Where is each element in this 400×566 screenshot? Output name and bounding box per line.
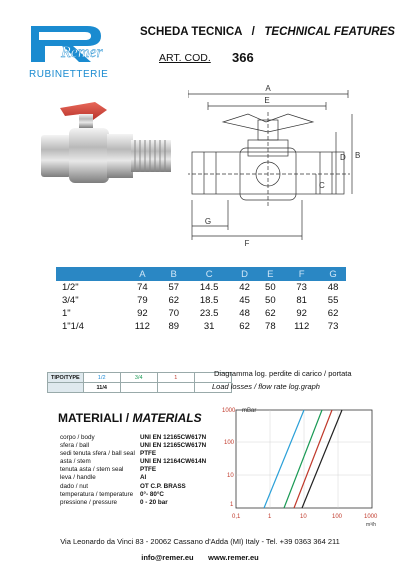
y-tick: 10 (227, 473, 234, 479)
table-cell: 31 (203, 321, 215, 332)
table-cell: 50 (265, 295, 276, 306)
table-cell: 81 (296, 295, 307, 306)
dim-label-f: F (244, 239, 250, 248)
dim-label-d: D (340, 153, 346, 162)
diagram-title-it: Diagramma log. perdite di carico / portata (214, 369, 352, 378)
x-tick: 1 (268, 514, 272, 520)
y-tick: 1000 (222, 408, 236, 414)
material-part: tenuta asta / stem seal (60, 466, 124, 474)
material-value: UNI EN 12165CW617N (140, 434, 207, 441)
table-cell: 18.5 (199, 295, 219, 306)
table-cell: 48 (239, 308, 250, 319)
table-cell: 1"1/4 (62, 321, 84, 332)
material-value: UNI EN 12165CW617N (140, 442, 207, 450)
type-cell: 11/4 (83, 383, 120, 393)
table-cell: 62 (327, 308, 339, 319)
x-unit: m³/h (366, 522, 376, 528)
table-cell: 62 (239, 321, 250, 332)
materials-title-en: MATERIALS (132, 411, 202, 425)
y-tick: 1 (230, 502, 234, 508)
logo-sub: RUBINETTERIE (29, 69, 109, 80)
title-it: SCHEDA TECNICA (140, 26, 243, 38)
dim-label-c: C (319, 181, 325, 190)
table-row (60, 491, 206, 499)
footer-email[interactable]: info@remer.eu (141, 553, 194, 562)
table-cell: 48 (327, 282, 339, 293)
table-row (60, 483, 206, 491)
material-part: temperatura / temperature (60, 490, 134, 498)
table-cell: 78 (265, 321, 276, 332)
materials-separator: / (125, 411, 130, 425)
table-row (60, 434, 206, 442)
table-row (48, 373, 232, 383)
table-cell: 92 (296, 308, 307, 319)
material-part: sfera / ball (60, 442, 90, 450)
material-value: 0°- 80°C (140, 490, 164, 498)
table-row (60, 458, 206, 466)
art-code-number: 366 (232, 50, 254, 65)
type-size: 1 (157, 373, 194, 383)
title-separator: / (251, 26, 255, 38)
page-title (140, 26, 395, 38)
x-tick: 1000 (364, 514, 378, 520)
table-cell: 23.5 (199, 308, 219, 319)
material-value: 0 - 20 bar (140, 498, 168, 506)
material-part: sedi tenuta sfera / ball seal (60, 450, 135, 458)
y-unit: mBar (242, 408, 257, 414)
table-cell: 42 (239, 282, 250, 293)
dim-label-e: E (264, 96, 270, 105)
material-part: asta / stem (60, 458, 91, 466)
table-cell: 1" (62, 308, 71, 319)
x-tick: 0,1 (232, 514, 241, 520)
dimensions-header: C (187, 267, 232, 281)
table-row (56, 307, 346, 320)
y-tick: 100 (224, 440, 235, 446)
table-row (60, 474, 206, 482)
technical-drawing (188, 82, 368, 254)
table-row (60, 466, 206, 474)
table-cell: 70 (168, 308, 180, 319)
table-row (60, 499, 206, 507)
dim-label-a: A (265, 84, 271, 93)
table-cell: 45 (239, 295, 250, 306)
table-cell: 14.5 (199, 282, 219, 293)
diagram-title-en: Load losses / flow rate log.graph (212, 382, 320, 391)
table-cell: 57 (168, 282, 180, 293)
dimensions-header: G (320, 267, 346, 281)
remer-logo (27, 22, 125, 82)
dimensions-header: A (124, 267, 161, 281)
dim-label-b: B (355, 151, 361, 160)
table-row (60, 442, 206, 450)
type-size: 3/4 (120, 373, 157, 383)
materials-title (58, 411, 202, 425)
table-cell: 112 (134, 321, 150, 332)
type-cell (120, 383, 157, 393)
table-cell: 73 (327, 321, 339, 332)
table-row (56, 320, 346, 333)
table-cell: 62 (265, 308, 276, 319)
x-tick: 100 (332, 514, 343, 520)
dimensions-header: F (283, 267, 320, 281)
material-part: leva / handle (60, 474, 96, 482)
footer-contacts (0, 553, 400, 562)
material-value: Al (140, 474, 147, 482)
loss-graph (222, 400, 384, 528)
materials-table (60, 434, 206, 507)
table-row (56, 281, 346, 294)
dimensions-header: D (232, 267, 258, 281)
dimensions-header: B (161, 267, 187, 281)
material-part: dado / nut (60, 482, 89, 490)
materials-title-it: MATERIALI (58, 411, 123, 425)
logo-brand: Remer (61, 44, 103, 61)
material-value: PTFE (140, 450, 157, 458)
table-cell: 50 (265, 282, 276, 293)
x-tick: 10 (300, 514, 307, 520)
table-cell: 112 (294, 321, 310, 332)
valve-photo (35, 100, 180, 195)
table-cell: 3/4" (62, 295, 79, 306)
material-value: PTFE (140, 466, 157, 474)
art-code-label: ART. COD. (159, 52, 211, 64)
dimensions-table (56, 267, 346, 333)
dimensions-header: E (257, 267, 283, 281)
material-value: UNI EN 12164CW614N (140, 458, 207, 466)
table-cell: 92 (137, 308, 148, 319)
type-label: TIPO/TYPE (48, 373, 84, 383)
dim-label-g: G (204, 217, 212, 226)
table-cell: 74 (137, 282, 148, 293)
table-cell: 1/2" (62, 282, 79, 293)
table-row (56, 294, 346, 307)
title-en: TECHNICAL FEATURES (264, 26, 395, 38)
footer-address: Via Leonardo da Vinci 83 - 20062 Cassano d'Adda (MI) Italy - Tel. +39 0363 364 211 (60, 537, 340, 546)
type-cell (48, 383, 84, 393)
table-cell: 55 (327, 295, 339, 306)
table-cell: 62 (168, 295, 180, 306)
type-cell (157, 383, 194, 393)
footer-website[interactable]: www.remer.eu (208, 553, 259, 562)
type-size: 1/2 (83, 373, 120, 383)
table-cell: 89 (168, 321, 180, 332)
material-part: corpo / body (60, 434, 95, 441)
dimensions-header (56, 267, 124, 281)
table-row (48, 383, 232, 393)
material-part: pressione / pressure (60, 498, 118, 506)
material-value: OT C.P. BRASS (140, 482, 186, 490)
table-row (60, 450, 206, 458)
table-cell: 79 (137, 295, 148, 306)
type-table (47, 372, 232, 393)
dimensions-header-row (56, 267, 346, 281)
table-cell: 73 (296, 282, 307, 293)
